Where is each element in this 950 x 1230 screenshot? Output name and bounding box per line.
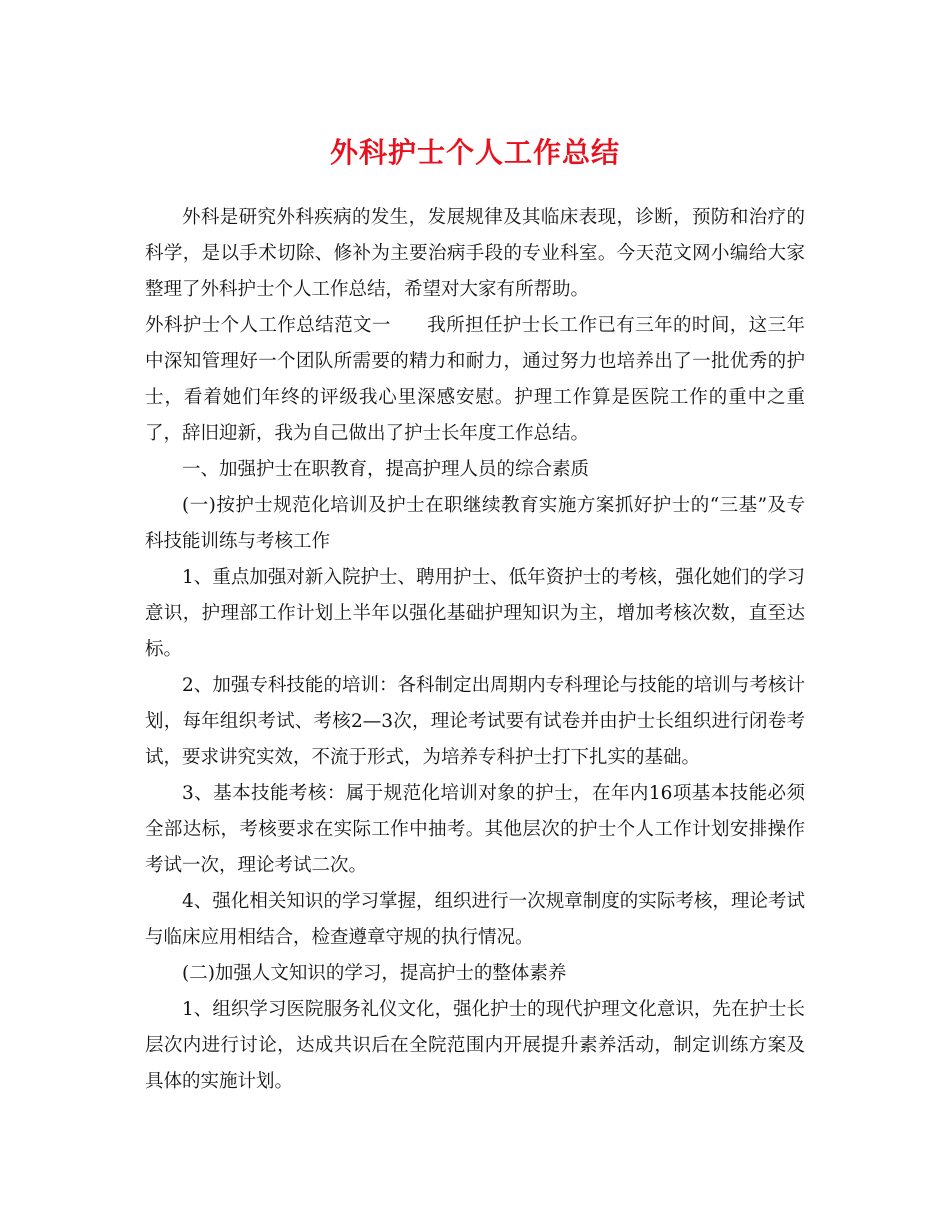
list-item: 1、重点加强对新入院护士、聘用护士、低年资护士的考核，强化她们的学习意识，护理部工作计划上半年以强化基础护理知识为主，增加考核次数，直至达标。 [145, 567, 805, 660]
sample-lead-text: 我所担任护士长工作已有三年的时间，这三年中深知管理好一个团队所需要的精力和耐力，通过努力也培养出了一批优秀的护士，看着她们年终的评级我心里深感安慰。护理工作算是医院工作的重中之重了，辞旧迎新，我为自己做出了护士长年度工作总结。 [145, 315, 805, 444]
list-item: 2、加强专科技能的培训：各科制定出周期内专科理论与技能的培训与考核计划，每年组织考试、考核2—3次，理论考试要有试卷并由护士长组织进行闭卷考试，要求讲究实效，不流于形式，为培养专科护士打下扎实的基础。 [145, 675, 805, 768]
document-body [145, 200, 805, 1100]
list-item: 3、基本技能考核：属于规范化培训对象的护士，在年内16项基本技能必须全部达标，考核要求在实际工作中抽考。其他层次的护士个人工作计划安排操作考试一次，理论考试二次。 [145, 783, 805, 876]
list-item: 4、强化相关知识的学习掌握，组织进行一次规章制度的实际考核，理论考试与临床应用相结合，检查遵章守规的执行情况。 [145, 891, 805, 948]
subsection-heading: (二)加强人文知识的学习，提高护士的整体素养 [182, 963, 567, 984]
list-item: 1、组织学习医院服务礼仪文化，强化护士的现代护理文化意识，先在护士长层次内进行讨论，达成共识后在全院范围内开展提升素养活动，制定训练方案及具体的实施计划。 [145, 999, 805, 1092]
sample-paragraph [145, 308, 805, 452]
subsection-heading: (一)按护士规范化培训及护士在职继续教育实施方案抓好护士的“三基”及专科技能训练与考核工作 [145, 495, 805, 552]
section-heading: 一、加强护士在职教育，提高护理人员的综合素质 [182, 459, 590, 480]
intro-paragraph: 外科是研究外科疾病的发生，发展规律及其临床表现，诊断，预防和治疗的科学，是以手术切除、修补为主要治病手段的专业科室。今天范文网小编给大家整理了外科护士个人工作总结，希望对大家有所帮助。 [145, 207, 805, 300]
document-title: 外科护士个人工作总结 [329, 136, 620, 169]
sample-heading: 外科护士个人工作总结范文一 [145, 315, 391, 336]
